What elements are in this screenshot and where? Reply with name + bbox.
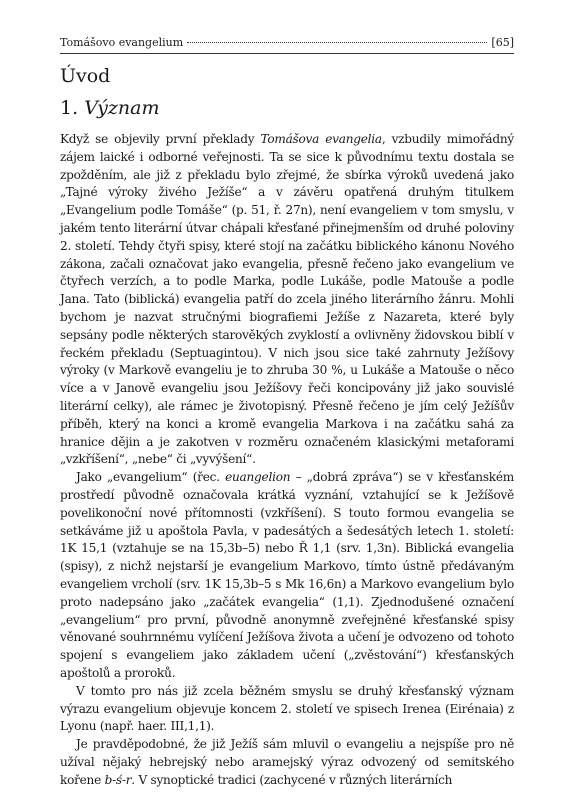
- italic-run: b-ś-r: [104, 772, 132, 787]
- subsection-number: 1.: [60, 97, 79, 119]
- subsection-title: Význam: [84, 97, 160, 119]
- paragraph: [60, 683, 514, 736]
- paragraph: [60, 131, 514, 469]
- paragraph: [60, 469, 514, 683]
- page-number: [65]: [491, 36, 514, 49]
- subsection-heading: [60, 96, 159, 120]
- italic-run: Tomášova evangelia: [260, 132, 382, 146]
- text-run: Jako „evangelium“ (řec.: [76, 470, 226, 485]
- dot-leader: [187, 42, 487, 43]
- section-title: Úvod: [60, 65, 111, 87]
- text-run: V tomto pro nás již zcela běžném smyslu se druhý křesťanský význam výrazu evangelium objevuje koncem 2. století ve spisech Irenea (Eirénaia) z Lyonu (např. haer. III,1,1).: [60, 683, 514, 734]
- text-run: Když se objevily první překlady: [60, 132, 261, 146]
- running-title: Tomášovo evangelium: [60, 36, 184, 49]
- text-run: . V synoptické tradici (zachycené v různých literárních: [131, 772, 453, 787]
- text-run: Je pravděpodobné, že již Ježíš sám mluvil o evangeliu a nejspíše pro ně užíval nějaký hebrejský nebo aramejský výraz odvozený od semitského kořene: [60, 737, 514, 787]
- body-text: [60, 131, 514, 789]
- paragraph: [60, 736, 514, 789]
- running-header: [60, 36, 514, 50]
- italic-run: euangelion: [225, 470, 291, 485]
- header-rule: [60, 53, 514, 54]
- text-run: – „dobrá zpráva“) se v křesťanském prostředí původně označovala krátká vyznání, vztahující se k Ježíšově povelikonoční nové přítomnosti (vzkříšení). S touto formou evangelia se setkáváme již u apoštola Pavla, v padesátých a šedesátých letech 1. století: 1K 15,1 (vztahuje se na 15,3b–5) nebo Ř 1,1 (srv. 1,3n). Biblická evangelia (spisy), z nichž nejstarší je evangelium Markovo, tímto ústně předávaným evangeliem vrcholí (srv. 1K 15,3b–5 s Mk 16,6n) a Markovo evangelium bylo proto nadepsáno jako „začátek evangelia“ (1,1). Zjednodušené označení „evangelium“ pro první, původně anonymně zveřejněné křesťanské spisy věnované souhrnnému vylíčení Ježíšova života a učení je odvozeno od tohoto spojení s evangeliem jako základem učení („zvěstování“) křesťanských apoštolů a proroků.: [60, 470, 514, 680]
- text-run: , vzbudily mimořádný zájem laické i odborné veřejnosti. Ta se sice k původnímu textu dostala se zpožděním, ale již z překladu bylo zřejmé, že sbírka výroků uvedená jako „Tajné výroky živého Ježíše“ a v závěru opatřená druhým titulkem „Evangelium podle Tomáše“ (p. 51, ř. 27n), není evangeliem v tom smyslu, v jakém tento literární útvar chápali křesťané přinejmenším od druhé poloviny 2. století. Tehdy čtyři spisy, které stojí na začátku biblického kánonu Nového zákona, začali označovat jako evangelia, přesně řečeno jako evangelium ve čtyřech verzích, a to podle Marka, podle Lukáše, podle Matouše a podle Jana. Tato (biblická) evangelia patří do zcela jiného literárního žánru. Mohli bychom je nazvat stručnými biografiemi Ježíše z Nazareta, které byly sepsány podle některých starověkých zvyklostí a ovlivněny židovskou biblí v řeckém překladu (Septuagintou). V nich jsou sice také zahrnuty Ježíšovy výroky (v Markově evangeliu je to zhruba 30 %, u Lukáše a Matouše o něco více a v Janově evangeliu jsou Ježíšovy řeči koncipovány již jako souvislé literární celky), ale rámec je životopisný. Přesně řečeno je jím celý Ježíšův příběh, který na konci a kromě evangelia Markova i na začátku sahá za hranice dějin a je zakotven v rozměru označeném klasickými metaforami „vzkříšení“, „nebe“ či „vyvýšení“.: [60, 132, 514, 467]
